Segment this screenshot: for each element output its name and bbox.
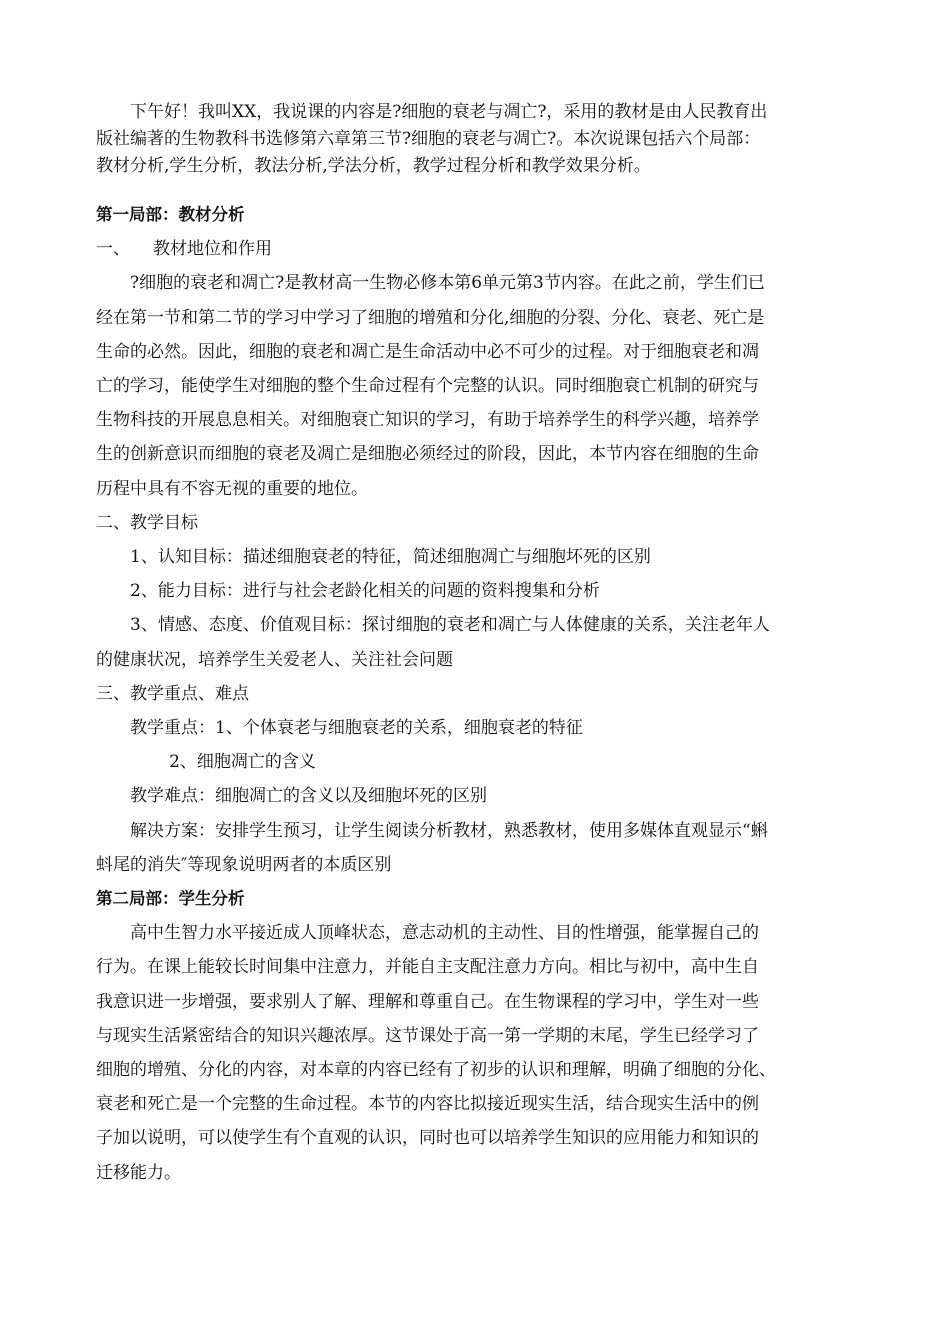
section2-title: 二、教学目标 bbox=[96, 512, 198, 533]
paragraph-line: 细胞的增殖、分化的内容，对本章的内容已经有了初步的认识和理解，明确了细胞的分化、 bbox=[96, 1060, 776, 1081]
section1-title-text: 教材地位和作用 bbox=[153, 239, 272, 260]
intro-line: 下午好！我叫XX，我说课的内容是?细胞的衰老与凋亡?，采用的教材是由人民教育出 bbox=[130, 102, 768, 122]
goal-ability: 2、能力目标：进行与社会老龄化相关的问题的资料搜集和分析 bbox=[130, 581, 600, 602]
paragraph-line: 迁移能力。 bbox=[96, 1162, 181, 1183]
section1-number: 一、 bbox=[96, 239, 130, 260]
solution-continued: 蚪尾的消失″等现象说明两者的本质区别 bbox=[96, 854, 392, 875]
paragraph-line: 衰老和死亡是一个完整的生命过程。本节的内容比拟接近现实生活，结合现实生活中的例 bbox=[96, 1094, 759, 1115]
paragraph-line: 我意识进一步增强，要求别人了解、理解和尊重自己。在生物课程的学习中，学生对一些 bbox=[96, 991, 759, 1012]
intro-paragraph bbox=[96, 99, 854, 180]
key-point-1: 教学重点：1、个体衰老与细胞衰老的关系，细胞衰老的特征 bbox=[130, 718, 583, 739]
paragraph-line: 生命的必然。因此，细胞的衰老和凋亡是生命活动中必不可少的过程。对于细胞衰老和凋 bbox=[96, 341, 759, 362]
section3-title: 三、教学重点、难点 bbox=[96, 683, 249, 704]
goal-emotion-continued: 的健康状况，培养学生关爱老人、关注社会问题 bbox=[96, 649, 453, 670]
intro-line: 教材分析,学生分析，教法分析,学法分析，教学过程分析和教学效果分析。 bbox=[96, 156, 651, 176]
part2-heading: 第二局部：学生分析 bbox=[96, 889, 245, 909]
paragraph-line: ?细胞的衰老和凋亡?是教材高一生物必修本第6单元第3节内容。在此之前，学生们已 bbox=[130, 273, 765, 294]
key-point-2: 2、细胞凋亡的含义 bbox=[169, 752, 316, 773]
goal-cognitive: 1、认知目标：描述细胞衰老的特征，简述细胞凋亡与细胞坏死的区别 bbox=[130, 547, 651, 568]
section1-title bbox=[96, 232, 854, 266]
paragraph-line: 历程中具有不容无视的重要的地位。 bbox=[96, 478, 368, 499]
paragraph-line: 高中生智力水平接近成人顶峰状态，意志动机的主动性、目的性增强，能掌握自己的 bbox=[130, 923, 759, 944]
paragraph-line: 行为。在课上能较长时间集中注意力，并能自主支配注意力方向。相比与初中，高中生自 bbox=[96, 957, 759, 978]
part1-heading: 第一局部：教材分析 bbox=[96, 205, 245, 224]
intro-line: 版社编著的生物教科书选修第六章第三节?细胞的衰老与凋亡?。本次说课包括六个局部： bbox=[96, 129, 761, 149]
paragraph-line: 生的创新意识而细胞的衰老及凋亡是细胞必须经过的阶段，因此，本节内容在细胞的生命 bbox=[96, 444, 759, 465]
paragraph-line: 亡的学习，能使学生对细胞的整个生命过程有个完整的认识。同时细胞衰亡机制的研究与 bbox=[96, 376, 759, 397]
solution: 解决方案：安排学生预习，让学生阅读分析教材，熟悉教材，使用多媒体直观显示“蝌 bbox=[130, 820, 768, 841]
paragraph-line: 经在第一节和第二节的学习中学习了细胞的增殖和分化,细胞的分裂、分化、衰老、死亡是 bbox=[96, 307, 765, 328]
difficulty-point: 教学难点：细胞凋亡的含义以及细胞坏死的区别 bbox=[130, 786, 487, 807]
paragraph-line: 子加以说明，可以使学生有个直观的认识，同时也可以培养学生知识的应用能力和知识的 bbox=[96, 1128, 759, 1149]
paragraph-line: 生物科技的开展息息相关。对细胞衰亡知识的学习，有助于培养学生的科学兴趣，培养学 bbox=[96, 410, 759, 431]
document-body bbox=[96, 198, 854, 1190]
paragraph-line: 与现实生活紧密结合的知识兴趣浓厚。这节课处于高一第一学期的末尾，学生已经学习了 bbox=[96, 1025, 759, 1046]
goal-emotion: 3、情感、态度、价值观目标：探讨细胞的衰老和凋亡与人体健康的关系，关注老年人 bbox=[130, 615, 770, 636]
